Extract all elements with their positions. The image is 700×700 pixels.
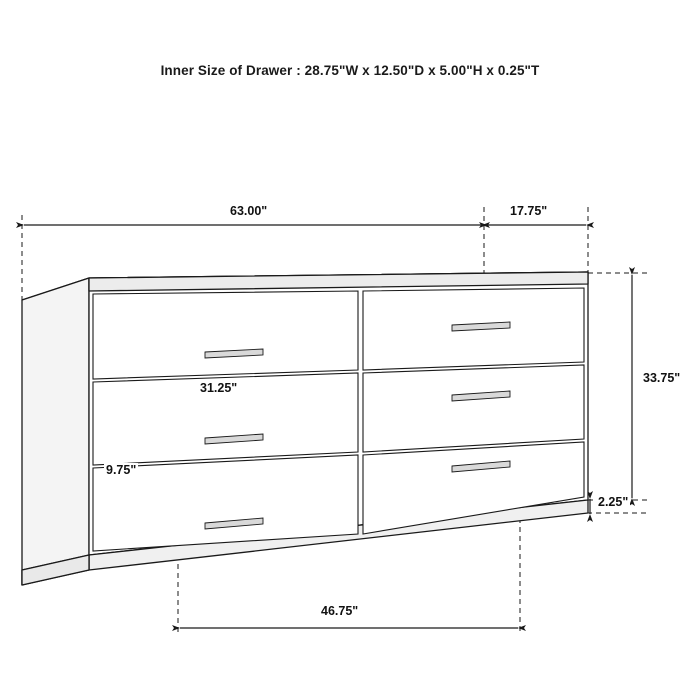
label-base-height: 2.25" xyxy=(598,495,629,509)
label-drawer-front-height: 9.75" xyxy=(106,463,137,477)
label-overall-width: 63.00" xyxy=(230,204,268,218)
label-overall-height: 33.75" xyxy=(643,371,681,385)
drawer-front xyxy=(93,291,358,379)
label-side-depth: 17.75" xyxy=(510,204,548,218)
dresser-left-side xyxy=(22,278,89,585)
drawer-fronts-left xyxy=(93,291,358,551)
label-drawer-front-width: 31.25" xyxy=(200,381,238,395)
drawer-front xyxy=(363,365,584,452)
label-base-width: 46.75" xyxy=(321,604,359,618)
page-title: Inner Size of Drawer : 28.75"W x 12.50"D x 5.00"H x 0.25"T xyxy=(160,63,540,78)
